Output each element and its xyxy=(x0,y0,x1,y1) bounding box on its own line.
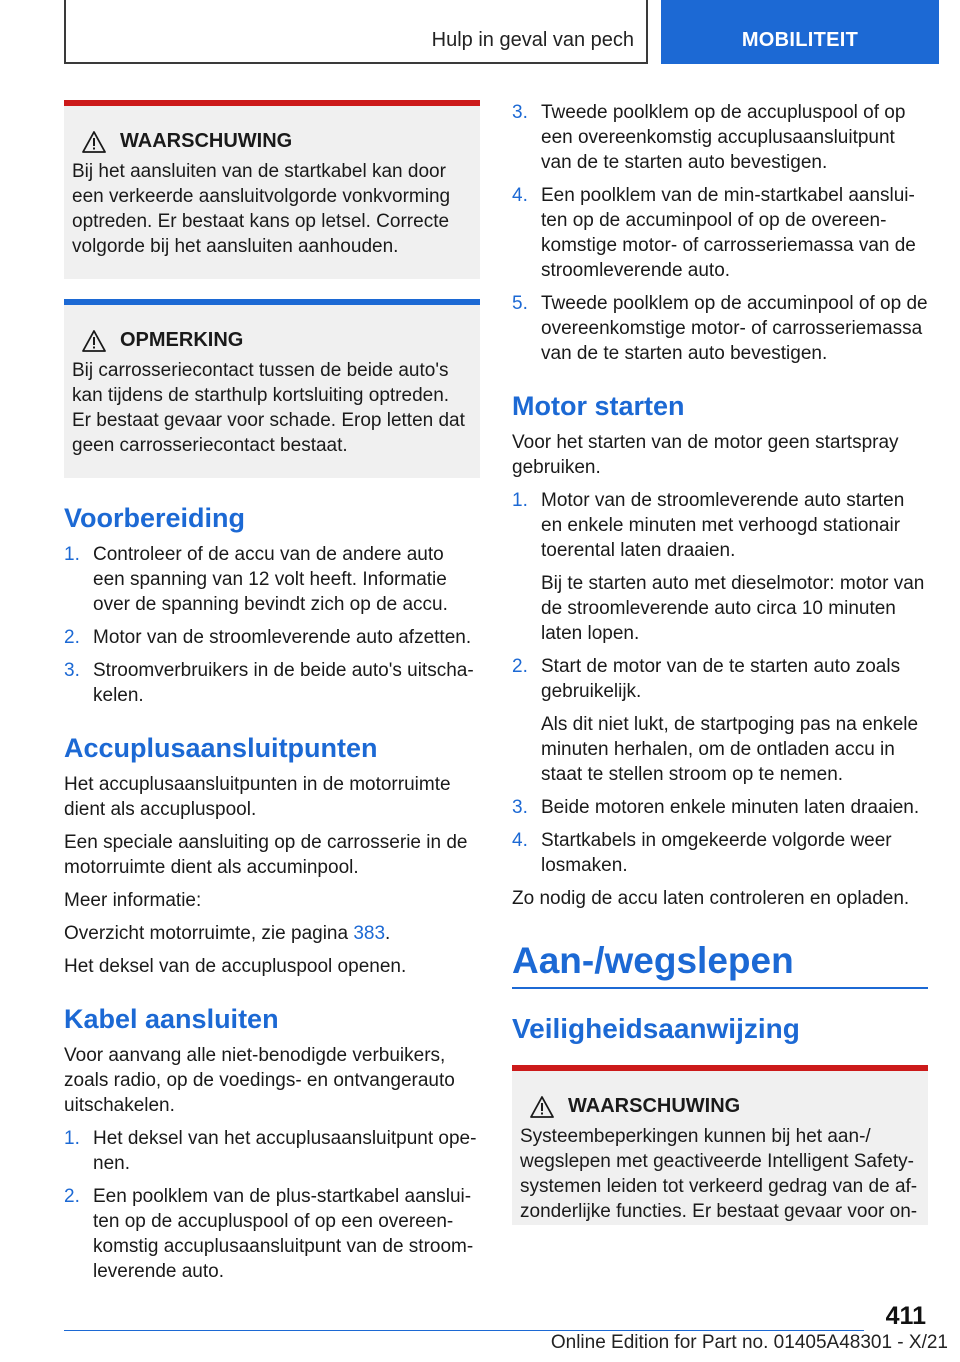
paragraph: Voor aanvang alle niet-benodigde verbuikers, zoals radio, op de voedings- en ontvangerauto uitschakelen. xyxy=(64,1045,455,1116)
list-item: 4. Startkabels in omgekeerde volgorde weer losmaken. xyxy=(512,830,892,876)
cable-steps xyxy=(64,1126,480,1284)
header-section-box xyxy=(64,0,648,64)
warning-triangle-icon xyxy=(82,131,106,153)
heading-start-engine: Motor starten xyxy=(512,391,685,421)
heading-connect-cable: Kabel aansluiten xyxy=(64,1004,279,1034)
warning-triangle-icon xyxy=(530,1096,554,1118)
warning-box xyxy=(512,1065,928,1225)
warning-title: WAARSCHUWING xyxy=(568,1095,741,1117)
note-title: OPMERKING xyxy=(120,329,244,351)
header-chapter-tab[interactable] xyxy=(661,0,939,64)
paragraph: Het accuplusaansluitpunten in de motorruimte dient als accupluspool. xyxy=(64,774,451,820)
list-item: 5. Tweede poolklem op de accuminpool of op de overeenkomstige motor- of carrosseriemassa van de te starten auto bevestigen. xyxy=(512,293,928,364)
paragraph: Overzicht motorruimte, zie pagina 383. xyxy=(64,923,391,944)
list-item: 3. Beide motoren enkele minuten laten draaien. xyxy=(512,797,920,818)
left-column xyxy=(64,100,480,1292)
cable-steps-continued xyxy=(512,100,928,366)
list-item: 2. Motor van de stroomleverende auto afzetten. xyxy=(64,627,472,648)
warning-text: Systeembeperkingen kunnen bij het aan-/ wegslepen met geactiveerde Intelligent Safety-systemen leiden tot verkeerd gedrag van de afzonderlijke functies. Er bestaat gevaar voor on- xyxy=(520,1126,918,1222)
paragraph: Meer informatie: xyxy=(64,890,202,911)
list-item: 1. Controleer of de accu van de andere auto een spanning van 12 volt heeft. Informatie over de spanning bevindt zich op de accu. xyxy=(64,544,448,615)
start-steps xyxy=(512,488,928,878)
paragraph: Voor het starten van de motor geen startspray gebruiken. xyxy=(512,432,899,478)
warning-text: Bij het aansluiten van de startkabel kan door een verkeerde aansluitvolgorde vonkvorming optreden. Er bestaat kans op letsel. Correcte volgorde bij het aansluiten aanhouden. xyxy=(72,161,451,257)
warning-triangle-icon xyxy=(82,330,106,352)
paragraph: Zo nodig de accu laten controleren en opladen. xyxy=(512,888,910,909)
heading-towing: Aan-/wegslepen xyxy=(512,939,928,989)
page-link-383[interactable]: 383 xyxy=(353,923,386,944)
list-item: 2. Een poolklem van de plus-startkabel aansluiten op de accupluspool of op een overeenkomstig accuplusaansluitpunt van de stroomleverende auto. xyxy=(64,1186,474,1282)
right-column xyxy=(512,100,928,1225)
note-box xyxy=(64,299,480,478)
warning-title: WAARSCHUWING xyxy=(120,130,293,152)
page-number: 411 xyxy=(885,1302,926,1330)
paragraph: Het deksel van de accupluspool openen. xyxy=(64,956,407,977)
list-item: 3. Stroomverbruikers in de beide auto's uitschakelen. xyxy=(64,660,474,706)
list-item: 2. Start de motor van de te starten auto zoals gebruikelijk. Als dit niet lukt, de startpoging pas na enkele minuten herhalen, om de ontladen accu in staat te stellen stroom op te nemen. xyxy=(512,656,919,785)
preparation-steps xyxy=(64,542,480,708)
footer-edition: Online Edition for Part no. 01405A48301 - X/21 xyxy=(550,1332,948,1353)
heading-preparation: Voorbereiding xyxy=(64,503,246,533)
header-chapter-label: MOBILITEIT xyxy=(741,29,859,51)
list-item: 1. Het deksel van het accuplusaansluitpunt openen. xyxy=(64,1128,477,1174)
list-item: 1. Motor van de stroomleverende auto starten en enkele minuten met verhoogd stationair toerental laten draaien. Bij te starten auto met dieselmotor: motor van de stroomleverende auto circa 10 minuten laten lopen. xyxy=(512,490,925,644)
heading-safety-notice: Veiligheidsaanwijzing xyxy=(512,1013,800,1044)
list-item: 4. Een poolklem van de min-startkabel aansluiten op de accuminpool of op de overeenkomstige motor- of carrosseriemassa van de stroomleverende auto. xyxy=(512,185,916,281)
note-text: Bij carrosseriecontact tussen de beide auto's kan tijdens de starthulp kortsluiting optreden. Er bestaat gevaar voor schade. Erop letten dat geen carrosseriecontact bestaat. xyxy=(72,360,465,456)
footer-divider xyxy=(64,1330,864,1331)
list-item: 3. Tweede poolklem op de accupluspool of op een overeenkomstig accuplusaansluitpunt van de te starten auto bevestigen. xyxy=(512,102,906,173)
paragraph: Een speciale aansluiting op de carrosserie in de motorruimte dient als accuminpool. xyxy=(64,832,468,878)
warning-box xyxy=(64,100,480,279)
heading-battery-terminals: Accuplusaansluitpunten xyxy=(64,733,378,763)
header-section-title: Hulp in geval van pech xyxy=(431,29,634,51)
